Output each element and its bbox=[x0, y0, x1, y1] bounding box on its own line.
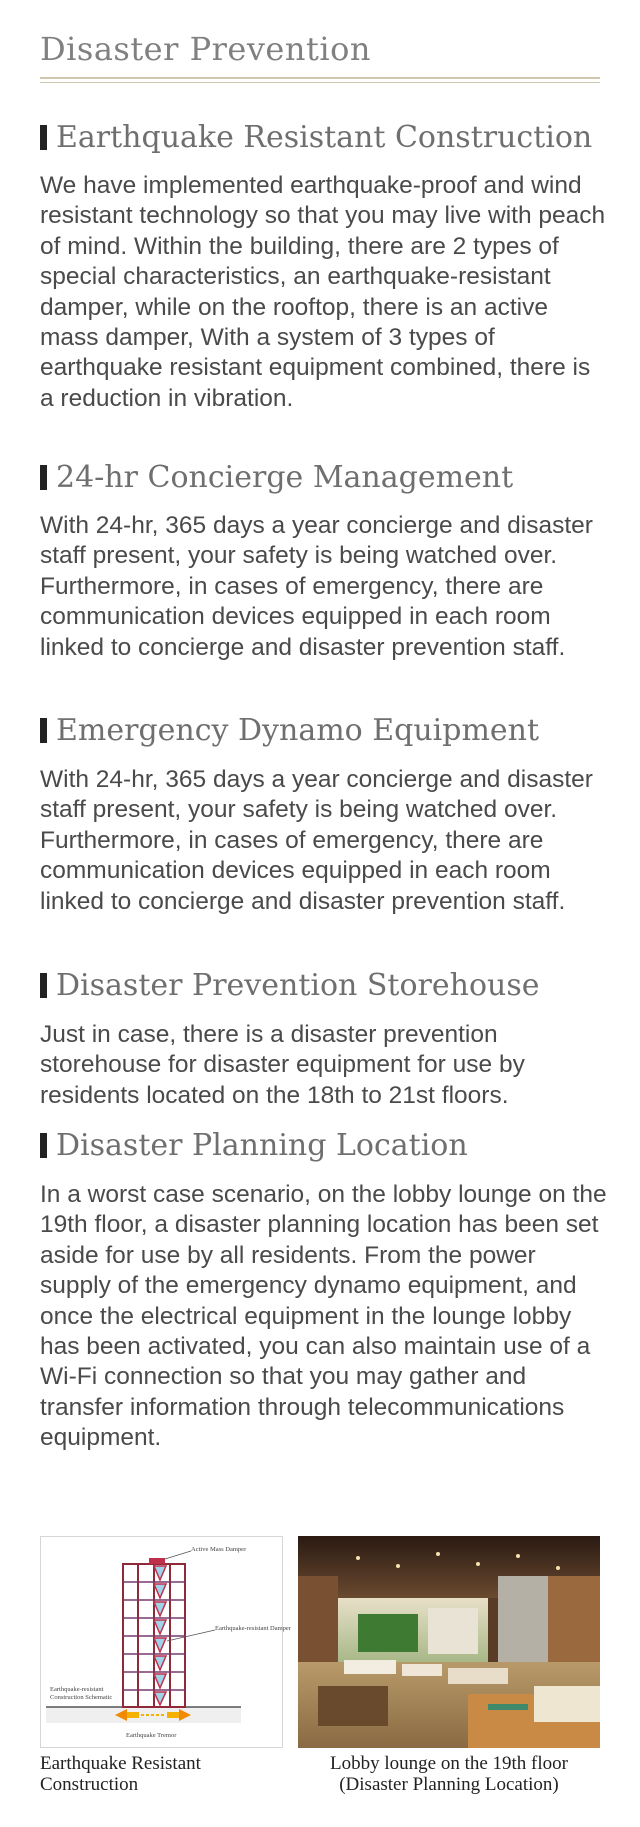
diagram-caption-line2: Construction bbox=[40, 1774, 139, 1795]
diagram-caption bbox=[40, 1753, 201, 1795]
section-heading-text: Emergency Dynamo Equipment bbox=[56, 713, 540, 748]
section-body-concierge: With 24-hr, 365 days a year concierge and disaster staff present, your safety is being watched over. Furthermore, in cases of emergency, there are communication devices equipped in each room linked to concierge and disaster prevention staff. bbox=[40, 512, 593, 661]
lobby-photo bbox=[298, 1536, 600, 1748]
section-heading-text: 24-hr Concierge Management bbox=[56, 460, 514, 495]
tremor-label: Earthquake Tremor bbox=[126, 1732, 177, 1739]
section-heading-text: Disaster Prevention Storehouse bbox=[56, 968, 540, 1003]
section-body-storehouse: Just in case, there is a disaster prevention storehouse for disaster equipment for use by residents located on the 18th to 21st floors. bbox=[40, 1021, 525, 1109]
photo-caption-line2: (Disaster Planning Location) bbox=[339, 1774, 559, 1795]
damper-label: Earthquake-resistant Damper bbox=[215, 1625, 291, 1632]
title-rule-thin bbox=[40, 82, 600, 83]
section-body-earthquake: We have implemented earthquake-proof and wind resistant technology so that you may live with peach of mind. Within the building, there are 2 types of special characteristics, an earthquake-resistant damper, while on the rooftop, there is an active mass damper, With a system of 3 types of earthquake resistant equipment combined, there is a reduction in vibration. bbox=[40, 172, 606, 412]
section-heading-text: Earthquake Resistant Construction bbox=[56, 120, 593, 155]
section-heading-storehouse bbox=[40, 968, 540, 1003]
heading-bar-icon bbox=[40, 125, 47, 150]
building-schematic bbox=[41, 1537, 291, 1747]
earthquake-diagram bbox=[40, 1536, 291, 1748]
section-body-planning: In a worst case scenario, on the lobby lounge on the 19th floor, a disaster planning location has been set aside for use by all residents. From the power supply of the emergency dynamo equipment, and once the electrical equipment in the lounge lobby has been activated, you can also maintain use of a Wi-Fi connection so that you may gather and transfer information through telecommunications equipment. bbox=[40, 1181, 607, 1452]
section-heading-planning bbox=[40, 1128, 468, 1163]
schematic-label-line1: Earthquake-resistant bbox=[50, 1686, 104, 1693]
heading-bar-icon bbox=[40, 973, 47, 998]
heading-bar-icon bbox=[40, 1133, 47, 1158]
section-heading-dynamo bbox=[40, 713, 539, 748]
active-mass-damper-label: Active Mass Damper bbox=[191, 1546, 247, 1553]
photo-caption bbox=[298, 1753, 600, 1795]
section-heading-text: Disaster Planning Location bbox=[56, 1128, 468, 1163]
lobby-photo-image bbox=[298, 1536, 600, 1748]
diagram-caption-line1: Earthquake Resistant bbox=[40, 1753, 201, 1774]
mass-damper-icon bbox=[149, 1558, 165, 1564]
heading-bar-icon bbox=[40, 465, 47, 490]
section-heading-earthquake bbox=[40, 120, 592, 155]
photo-caption-line1: Lobby lounge on the 19th floor bbox=[330, 1753, 568, 1774]
page-title: Disaster Prevention bbox=[40, 30, 371, 68]
schematic-label-line2: Construction Schematic bbox=[50, 1694, 113, 1701]
heading-bar-icon bbox=[40, 718, 47, 743]
section-heading-concierge bbox=[40, 460, 513, 495]
title-rule bbox=[40, 77, 600, 79]
section-body-dynamo: With 24-hr, 365 days a year concierge and disaster staff present, your safety is being watched over. Furthermore, in cases of emergency, there are communication devices equipped in each room linked to concierge and disaster prevention staff. bbox=[40, 766, 593, 915]
